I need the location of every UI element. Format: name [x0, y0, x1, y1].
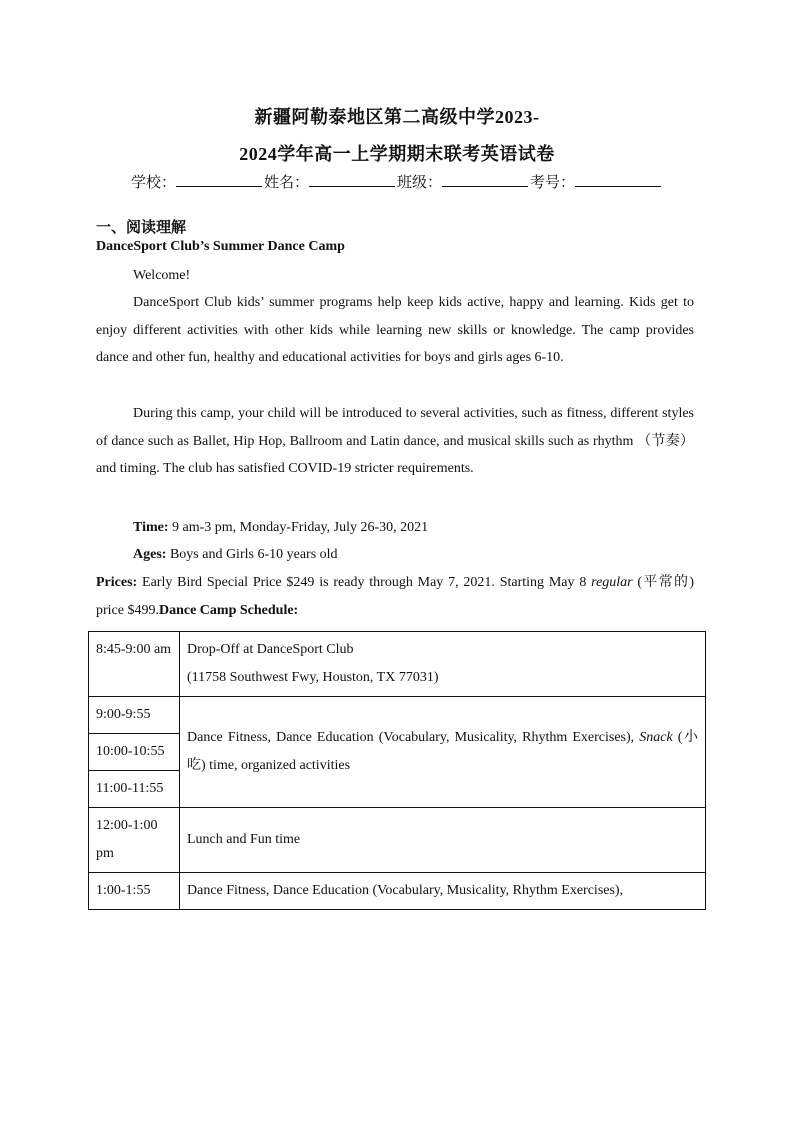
- time-cell: 11:00-11:55: [89, 771, 180, 808]
- table-row: [89, 873, 706, 910]
- name-blank[interactable]: [309, 172, 395, 187]
- ages-value: Boys and Girls 6-10 years old: [166, 547, 338, 562]
- activity-cell: Dance Fitness, Dance Education (Vocabulary, Musicality, Rhythm Exercises),: [180, 873, 706, 910]
- section-title: 一、阅读理解: [96, 218, 187, 236]
- school-label: 学校：: [130, 173, 176, 191]
- class-label: 班级：: [397, 173, 443, 191]
- activity-address: (11758 Southwest Fwy, Houston, TX 77031): [187, 670, 439, 685]
- morning-activity-text: Dance Fitness, Dance Education (Vocabulary, Musicality, Rhythm Exercises),: [187, 730, 635, 745]
- time-cell: 8:45-9:00 am: [89, 632, 180, 697]
- time-line: [96, 514, 694, 542]
- table-row: [89, 632, 706, 697]
- activity-cell-morning: [180, 697, 706, 808]
- prices-regular: regular: [591, 575, 633, 590]
- activity-line: Drop-Off at DanceSport Club: [187, 642, 354, 657]
- ages-label: Ages:: [133, 547, 167, 562]
- time-cell: 9:00-9:55: [89, 697, 180, 734]
- exam-number-label: 考号：: [530, 173, 576, 191]
- prices-text-2: (平常的) price $499.: [96, 575, 694, 618]
- ages-line: [96, 541, 694, 569]
- time-cell: 1:00-1:55: [89, 873, 180, 910]
- time-cell: 12:00-1:00 pm: [89, 808, 180, 873]
- exam-title-line1: 新疆阿勒泰地区第二高级中学2023-: [254, 107, 540, 127]
- paragraph-1: DanceSport Club kids’ summer programs help keep kids active, happy and learning. Kids get to enjoy different activities with other kids while learning new skills or knowledge. The camp provides dance and other fun, healthy and educational activities for boys and girls ages 6-10.: [96, 295, 694, 365]
- activity-cell: [180, 632, 706, 697]
- table-row: [89, 808, 706, 873]
- snack-word: Snack: [639, 730, 673, 745]
- class-blank[interactable]: [442, 172, 528, 187]
- schedule-title: Dance Camp Schedule:: [158, 602, 299, 618]
- schedule-table: [88, 631, 706, 910]
- time-label: Time:: [133, 520, 169, 535]
- prices-label: Prices:: [96, 575, 138, 590]
- morning-activity-rest: (小吃) time, organized activities: [187, 730, 699, 773]
- activity-cell: Lunch and Fun time: [180, 808, 706, 873]
- student-info-row: [0, 171, 794, 192]
- article-heading: DanceSport Club’s Summer Dance Camp: [96, 239, 345, 254]
- exam-title-line2: 2024学年高一上学期期末联考英语试卷: [239, 144, 555, 164]
- paragraph-2: During this camp, your child will be introduced to several activities, such as fitness, different styles of dance such as Ballet, Hip Hop, Ballroom and Latin dance, and musical skills such as rhythm （节奏） and timing. The club has satisfied COVID-19 stricter requirements.: [96, 406, 694, 476]
- time-value: 9 am-3 pm, Monday-Friday, July 26-30, 2021: [168, 520, 429, 535]
- school-blank[interactable]: [176, 172, 262, 187]
- exam-number-blank[interactable]: [575, 172, 661, 187]
- prices-text-1: Early Bird Special Price $249 is ready through May 7, 2021. Starting May 8: [137, 575, 592, 590]
- prices-paragraph: [96, 569, 694, 624]
- name-label: 姓名：: [263, 173, 309, 191]
- time-cell: 10:00-10:55: [89, 734, 180, 771]
- table-row: [89, 697, 706, 734]
- welcome-text: Welcome!: [133, 268, 191, 283]
